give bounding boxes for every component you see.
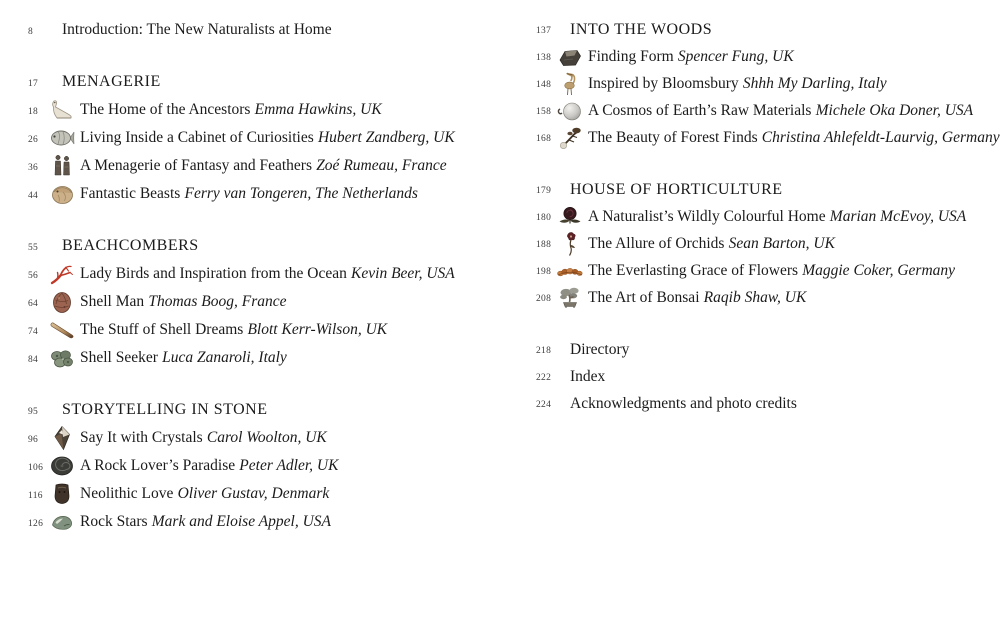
toc-entry [28, 316, 508, 344]
fish-icon [48, 128, 76, 148]
section-heading-label: MENAGERIE [62, 73, 161, 90]
entry-title: The Allure of Orchids [588, 234, 725, 252]
page-number: 198 [536, 267, 552, 277]
entry-author: Carol Woolton, UK [206, 429, 327, 446]
entry-title: Directory [570, 340, 630, 358]
page-number: 158 [536, 107, 552, 117]
page-number: 208 [536, 294, 552, 304]
entry-author: Sean Barton, UK [728, 234, 835, 252]
page-number: 64 [28, 298, 39, 309]
section-heading-label: BEACHCOMBERS [62, 237, 199, 254]
entry-title: The Beauty of Forest Finds [588, 128, 758, 146]
toc-entry [28, 452, 508, 480]
toc-entry [536, 124, 1000, 151]
stone-head-icon [48, 482, 76, 506]
entry-author: Michele Oka Doner, USA [815, 101, 974, 119]
shell-icon [48, 290, 76, 314]
page-number: 222 [536, 373, 552, 383]
orchid-icon [556, 231, 584, 257]
shells-cluster-icon [48, 347, 76, 369]
toc-entry [28, 260, 508, 288]
page-number: 8 [28, 26, 34, 37]
ammonite-icon [48, 455, 76, 477]
section-heading-beachcombers [28, 232, 508, 260]
page-number: 56 [28, 270, 39, 281]
wood-chunk-icon [556, 46, 584, 68]
page-number: 168 [536, 134, 552, 144]
bird-specimen-icon [48, 99, 76, 121]
toc-entry [28, 508, 508, 536]
section-heading-label: INTO THE WOODS [570, 20, 713, 38]
toc-entry-index [536, 363, 996, 390]
page-number: 44 [28, 190, 39, 201]
page-number: 218 [536, 346, 552, 356]
page-number: 126 [28, 518, 44, 529]
page-number: 148 [536, 80, 552, 90]
toc-entry [536, 203, 996, 230]
toc-entry [536, 97, 996, 124]
bonsai-icon [556, 285, 584, 311]
page-number: 180 [536, 213, 552, 223]
toc-entry [28, 344, 508, 372]
toc-entry [536, 70, 996, 97]
entry-author: Zoé Rumeau, France [316, 157, 447, 174]
section-heading-into-the-woods [536, 16, 996, 43]
toc-entry [28, 152, 508, 180]
toc-entry [536, 257, 996, 284]
entry-title: Acknowledgments and photo credits [570, 394, 797, 412]
page-number: 179 [536, 186, 552, 196]
entry-title: The Home of the Ancestors [80, 101, 251, 118]
page-number: 224 [536, 400, 552, 410]
toc-right-column [536, 16, 1000, 417]
entry-title: Index [570, 367, 606, 385]
entry-title: A Rock Lover’s Paradise [80, 457, 236, 474]
entry-author: Ferry van Tongeren, The Netherlands [184, 185, 418, 202]
page-number: 137 [536, 26, 552, 36]
entry-author: Raqib Shaw, UK [703, 288, 807, 306]
entry-title: Finding Form [588, 47, 674, 65]
toc-entry-directory [536, 336, 996, 363]
page-number: 116 [28, 490, 43, 501]
entry-title: Lady Birds and Inspiration from the Ocean [80, 265, 347, 282]
entry-title: Inspired by Bloomsbury [588, 74, 739, 92]
page-number: 17 [28, 78, 39, 89]
page-number: 138 [536, 53, 552, 63]
toc-entry [536, 43, 996, 70]
entry-title: The Art of Bonsai [588, 288, 700, 306]
page-number: 74 [28, 326, 39, 337]
entry-author: Thomas Boog, France [148, 293, 287, 310]
entry-author: Oliver Gustav, Denmark [177, 485, 330, 502]
page-number: 96 [28, 434, 39, 445]
crystal-icon [48, 425, 76, 451]
entry-author: Spencer Fung, UK [677, 47, 794, 65]
toc-entry-introduction [28, 16, 508, 44]
page-number: 188 [536, 240, 552, 250]
entry-author: Maggie Coker, Germany [802, 261, 956, 279]
entry-title: Say It with Crystals [80, 429, 203, 446]
entry-author: Hubert Zandberg, UK [317, 129, 455, 146]
toc-entry [28, 288, 508, 316]
toc-entry [28, 124, 508, 152]
flower-garland-icon [556, 262, 584, 280]
sphere-icon [556, 100, 584, 122]
toc-entry [28, 180, 508, 208]
coral-icon [48, 262, 76, 286]
toc-left-column [28, 16, 508, 536]
entry-title: Shell Man [80, 293, 145, 310]
entry-author: Marian McEvoy, USA [829, 207, 967, 225]
entry-title: A Cosmos of Earth’s Raw Materials [588, 101, 812, 119]
entry-title: Shell Seeker [80, 349, 158, 366]
entry-author: Blott Kerr-Wilson, UK [247, 321, 388, 338]
section-heading-menagerie [28, 68, 508, 96]
page-number: 36 [28, 162, 39, 173]
toc-entry [536, 284, 996, 311]
entry-title: Introduction: The New Naturalists at Home [62, 21, 332, 38]
entry-title: Neolithic Love [80, 485, 174, 502]
entry-title: A Naturalist’s Wildly Colourful Home [588, 207, 826, 225]
section-heading-label: STORYTELLING IN STONE [62, 401, 268, 418]
green-rock-icon [48, 512, 76, 532]
page-number: 95 [28, 406, 39, 417]
entry-author: Emma Hawkins, UK [254, 101, 382, 118]
heron-icon [556, 71, 584, 97]
page-number: 106 [28, 462, 44, 473]
toc-entry [28, 480, 508, 508]
entry-author: Kevin Beer, USA [351, 265, 455, 282]
entry-title: The Everlasting Grace of Flowers [588, 261, 799, 279]
toc-entry [28, 96, 508, 124]
toc-entry [536, 230, 996, 257]
section-heading-house-of-horticulture [536, 176, 996, 203]
rose-icon [556, 205, 584, 229]
razor-shell-icon [48, 319, 76, 341]
page-number: 26 [28, 134, 39, 145]
entry-author: Luca Zanaroli, Italy [162, 349, 287, 366]
figurines-icon [48, 154, 76, 178]
entry-author: Shhh My Darling, Italy [742, 74, 887, 92]
page-number: 55 [28, 242, 39, 253]
owl-icon [48, 183, 76, 205]
toc-entry-acknowledgments [536, 390, 996, 417]
entry-author: Christina Ahlefeldt-Laurvig, Germany [761, 128, 1000, 146]
page-number: 18 [28, 106, 39, 117]
entry-title: The Stuff of Shell Dreams [80, 321, 244, 338]
section-heading-label: HOUSE OF HORTICULTURE [570, 180, 783, 198]
section-heading-storytelling-in-stone [28, 396, 508, 424]
branch-icon [556, 125, 584, 151]
entry-title: Rock Stars [80, 513, 148, 530]
entry-author: Peter Adler, UK [239, 457, 339, 474]
toc-entry [28, 424, 508, 452]
entry-title: A Menagerie of Fantasy and Feathers [80, 157, 313, 174]
entry-title: Fantastic Beasts [80, 185, 181, 202]
entry-title: Living Inside a Cabinet of Curiosities [80, 129, 314, 146]
page-number: 84 [28, 354, 39, 365]
entry-author: Mark and Eloise Appel, USA [151, 513, 331, 530]
